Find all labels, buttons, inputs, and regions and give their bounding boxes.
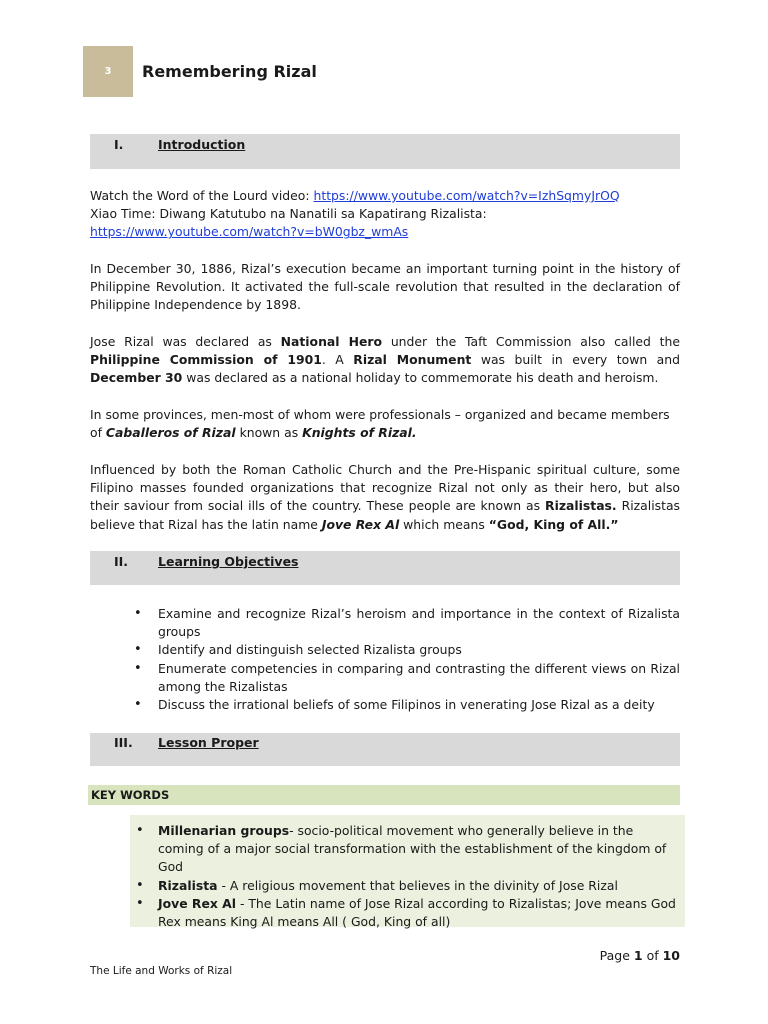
- section-number: I.: [114, 137, 124, 152]
- keyword-item: • Millenarian groups- socio-political movement who generally believe in the coming of a major social transformation with the establishment of the kingdom of God: [132, 822, 680, 877]
- section-label: Learning Objectives: [158, 554, 299, 569]
- section-objectives-bar: [90, 551, 680, 585]
- section-lesson-bar: [90, 733, 680, 766]
- intro-paragraph-4: Influenced by both the Roman Catholic Church and the Pre-Hispanic spiritual culture, some Filipino masses founded organizations that recognize Rizal not only as their hero, but also their saviour from social ills of the country. These people are known as Rizalistas. Rizalistas believe that Rizal has the latin name Jove Rex Al which means “God, King of All.”: [90, 462, 680, 532]
- objectives-list: [132, 605, 680, 714]
- section-label: Introduction: [158, 137, 246, 152]
- section-number: III.: [114, 735, 133, 750]
- keywords-heading: KEY WORDS: [88, 785, 680, 805]
- list-item: • Discuss the irrational beliefs of some Filipinos in venerating Jose Rizal as a deity: [132, 696, 680, 714]
- page-title: Remembering Rizal: [142, 62, 317, 81]
- video2-prefix: Xiao Time: Diwang Katutubo na Nanatili sa Kapatirang Rizalista:: [90, 206, 487, 222]
- footer-book-title: The Life and Works of Rizal: [90, 965, 233, 977]
- list-item: • Examine and recognize Rizal’s heroism and importance in the context of Rizalista groups: [132, 605, 680, 641]
- intro-paragraph-2: Jose Rizal was declared as National Hero under the Taft Commission also called the Philippine Commission of 1901. A Rizal Monument was built in every town and December 30 was declared as a national holiday to commemorate his death and heroism.: [90, 334, 680, 386]
- chapter-number: 3: [104, 66, 112, 77]
- video1-prefix: Watch the Word of the Lourd video:: [90, 188, 314, 203]
- section-introduction-bar: [90, 134, 680, 169]
- video1-link[interactable]: https://www.youtube.com/watch?v=IzhSqmyJrOQ: [313, 188, 620, 203]
- video-links: [90, 187, 680, 242]
- keyword-item: • Jove Rex Al - The Latin name of Jose Rizal according to Rizalistas; Jove means God Rex means King Al means All ( God, King of all): [132, 895, 680, 931]
- section-number: II.: [114, 554, 129, 569]
- list-item: • Enumerate competencies in comparing and contrasting the different views on Rizal among the Rizalistas: [132, 660, 680, 696]
- section-label: Lesson Proper: [158, 735, 259, 750]
- page-number: Page 1 of 10: [599, 948, 680, 963]
- intro-paragraph-3: In some provinces, men-most of whom were professionals – organized and became members of Caballeros of Rizal known as Knights of Rizal.: [90, 407, 670, 441]
- keyword-item: • Rizalista - A religious movement that believes in the divinity of Jose Rizal: [132, 877, 680, 895]
- intro-paragraph-1: In December 30, 1886, Rizal’s execution became an important turning point in the history of Philippine Revolution. It activated the full-scale revolution that resulted in the declaration of Philippine Independence by 1898.: [90, 261, 680, 313]
- chapter-number-box: [83, 46, 133, 97]
- keywords-list: [132, 822, 680, 931]
- video2-link[interactable]: https://www.youtube.com/watch?v=bW0gbz_wmAs: [90, 224, 409, 240]
- list-item: • Identify and distinguish selected Rizalista groups: [132, 641, 680, 659]
